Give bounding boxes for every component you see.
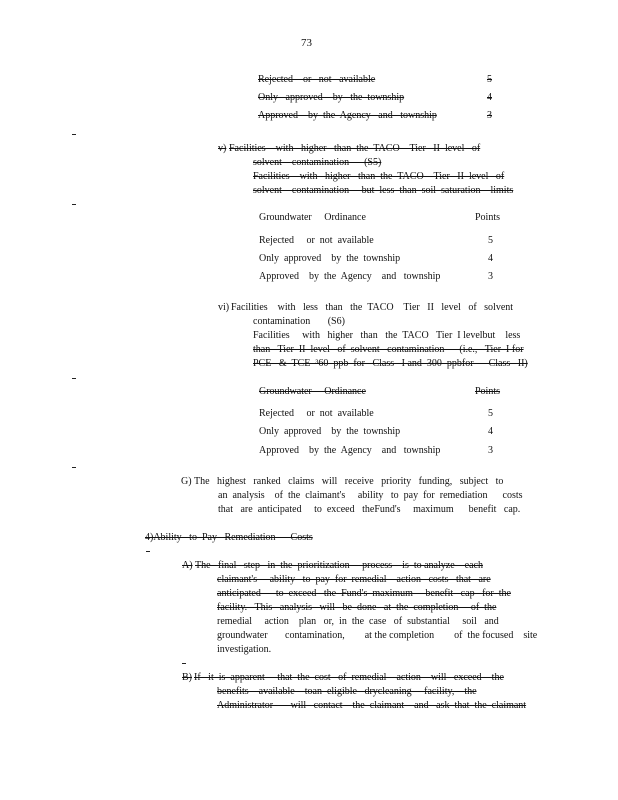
item-vi-line: contamination (S6): [253, 316, 345, 327]
table-row-points: 3: [488, 271, 493, 282]
table-row-label: Rejected or not available: [259, 235, 374, 246]
table-row-points: 4: [488, 253, 493, 264]
item-g-line: that are anticipated to exceed theFund's maximum benefit cap.: [218, 504, 521, 515]
margin-mark: [72, 467, 76, 468]
margin-mark: [72, 134, 76, 135]
item-a-line: groundwater contamination, at the completion of the focused site: [217, 630, 538, 641]
table-header-points: Points: [475, 386, 501, 397]
section-heading: 4)Ability to Pay Remediation Costs: [145, 532, 313, 543]
item-vi-line: than Tier II level of solvent contamination (i.e., Tier I for: [253, 344, 524, 355]
table-row-points: 5: [487, 74, 492, 85]
table-header-label: Groundwater Ordinance: [259, 212, 366, 223]
margin-mark: [72, 204, 76, 205]
margin-mark: [182, 663, 186, 664]
page-number: 73: [301, 37, 312, 49]
table-row-label: Approved by the Agency and township: [259, 445, 441, 456]
item-g-label: G): [181, 476, 192, 487]
item-a-line: facility. This analysis will be done at the completion of the: [217, 602, 497, 613]
item-g-line: The highest ranked claims will receive priority funding, subject to: [194, 476, 504, 487]
item-v-line: Facilities with higher than the TACO Tier II level of: [253, 171, 505, 182]
item-b-line: Administrator will contact the claimant and ask that the claimant: [217, 700, 527, 711]
item-b-label: B): [182, 672, 192, 683]
table-row-points: 5: [488, 408, 493, 419]
item-b-line: benefits available toan eligible drycleaning facility, the: [217, 686, 477, 697]
table-row-points: 4: [487, 92, 492, 103]
item-a-line: anticipated to exceed the Fund's maximum benefit cap for the: [217, 588, 511, 599]
item-a-line: investigation.: [217, 644, 272, 655]
item-vi-line: Facilities with higher than the TACO Tier I levelbut less: [253, 330, 521, 341]
item-vi-line: Facilities with less than the TACO Tier II level of solvent: [231, 302, 514, 313]
item-vi-line: PCE & TCE ³60 ppb for Class I and 300 ppbfor Class II): [253, 358, 528, 369]
item-b-line: If it is apparent that the cost of remedial action will exceed the: [194, 672, 504, 683]
table-row-points: 4: [488, 426, 493, 437]
margin-mark: [146, 551, 150, 552]
item-v-line: Facilities with higher than the TACO Tier II level of: [229, 143, 481, 154]
item-v-label: v): [218, 143, 227, 154]
table-row-label: Rejected or not available: [259, 408, 374, 419]
table-row-points: 3: [488, 445, 493, 456]
table-row-label: Only approved by the township: [259, 253, 401, 264]
item-g-line: an analysis of the claimant's ability to pay for remediation costs: [218, 490, 523, 501]
table-row-label: Only approved by the township: [258, 92, 405, 103]
table-row-label: Approved by the Agency and township: [259, 271, 441, 282]
table-row-points: 3: [487, 110, 492, 121]
margin-mark: [72, 378, 76, 379]
item-v-line: solvent contamination (S5): [253, 157, 382, 168]
item-vi-label: vi): [218, 302, 230, 313]
item-a-line: claimant's ability to pay for remedial action costs that are: [217, 574, 491, 585]
item-a-line: The final step in the prioritization process is to analyze each: [195, 560, 483, 571]
item-a-line: remedial action plan or, in the case of substantial soil and: [217, 616, 499, 627]
table-row-label: Only approved by the township: [259, 426, 401, 437]
table-row-points: 5: [488, 235, 493, 246]
table-row-label: Rejected or not available: [258, 74, 376, 85]
table-header-points: Points: [475, 212, 501, 223]
table-header-label: Groundwater Ordinance: [259, 386, 366, 397]
table-row-label: Approved by the Agency and township: [258, 110, 437, 121]
item-v-line: solvent contamination but less than soil saturation limits: [253, 185, 514, 196]
item-a-label: A): [182, 560, 193, 571]
